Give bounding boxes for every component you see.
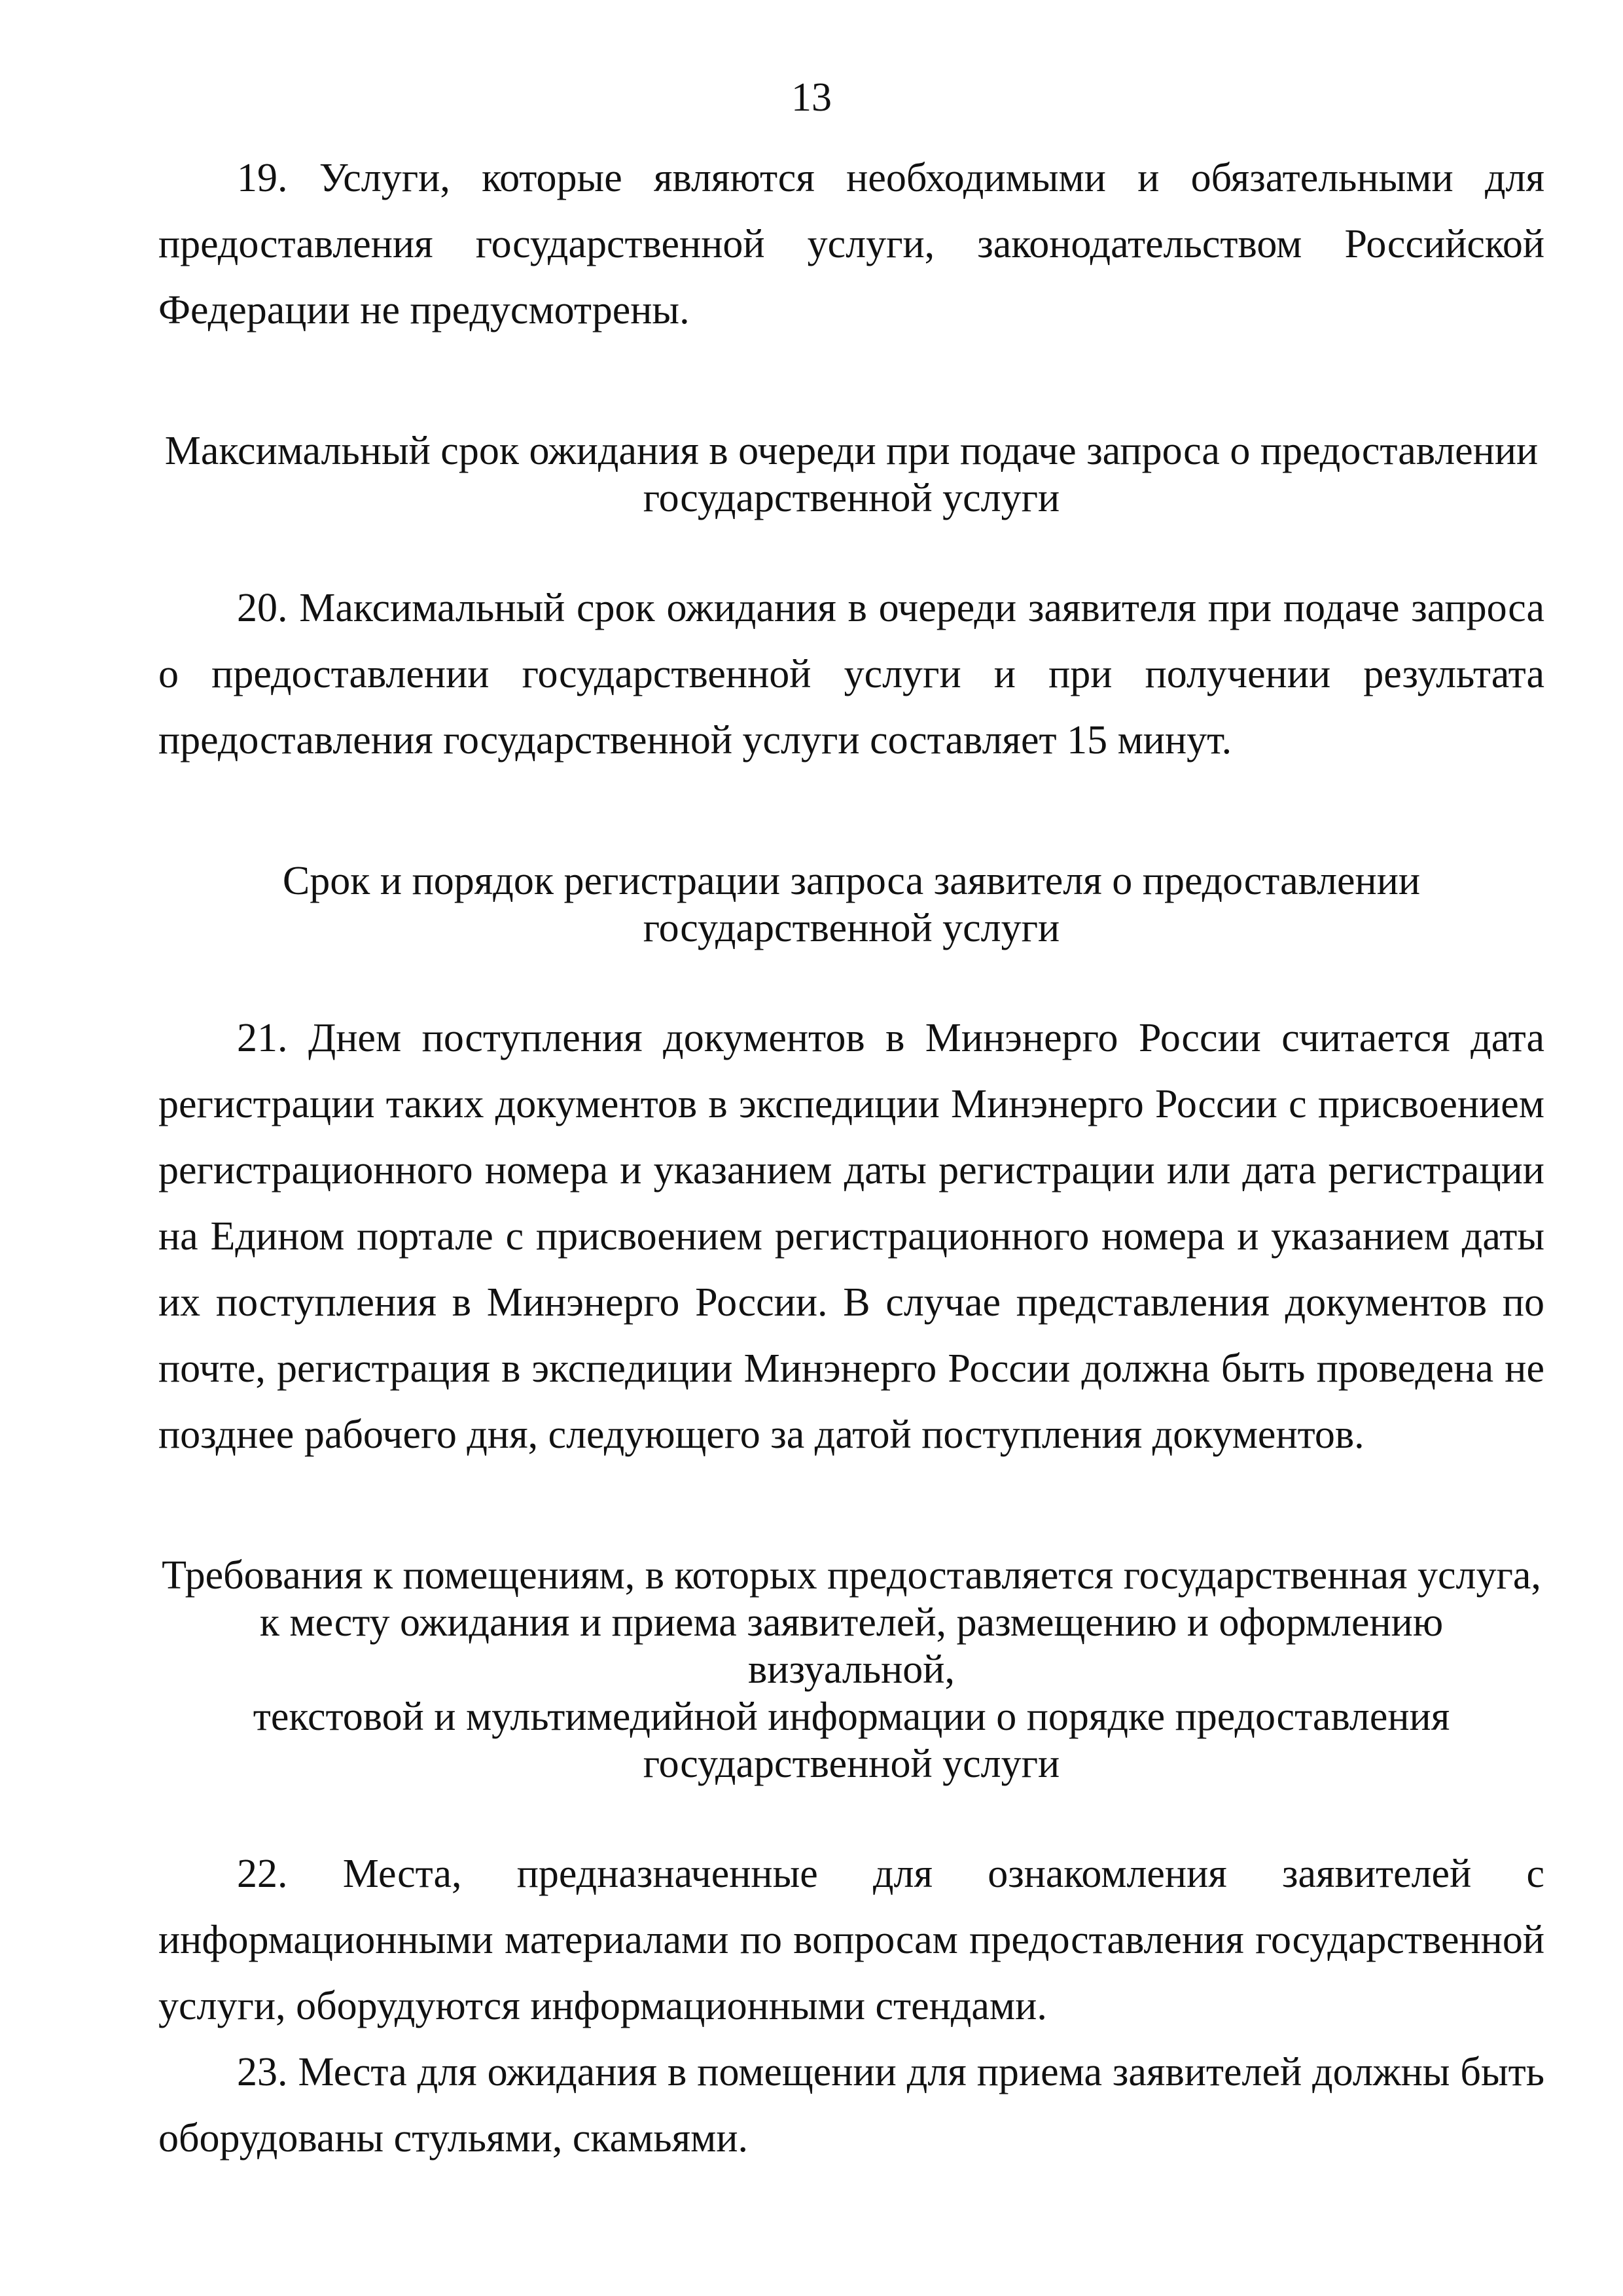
page-number: 13 (791, 75, 832, 120)
paragraph-21: 21. Днем поступления документов в Минэнерго России считается дата регистрации таких документов в экспедиции Минэнерго России с присвоением регистрационного номера и указанием даты регистрации или дата регистрации на Едином портале с присвоением регистрационного номера и указанием даты их поступления в Минэнерго России. В случае представления документов по почте, регистрация в экспедиции Минэнерго России должна быть проведена не позднее рабочего дня, следующего за датой поступления документов. (158, 1016, 1544, 1457)
paragraph-20: 20. Максимальный срок ожидания в очереди заявителя при подаче запроса о предоставлении государственной услуги и при получении результата предоставления государственной услуги составляет 15 минут. (158, 586, 1544, 762)
heading-line: текстовой и мультимедийной информации о порядке предоставления (253, 1695, 1450, 1739)
heading-line: государственной услуги (643, 1742, 1060, 1786)
heading-line: Срок и порядок регистрации запроса заявителя о предоставлении (282, 859, 1421, 903)
heading-line: к месту ожидания и приема заявителей, размещению и оформлению визуальной, (259, 1600, 1444, 1692)
heading-line: государственной услуги (643, 906, 1060, 950)
heading-line: государственной услуги (643, 476, 1060, 520)
section-heading-queue-wait (158, 427, 1544, 522)
paragraph-19: 19. Услуги, которые являются необходимыми и обязательными для предоставления государственной услуги, законодательством Российской Федерации не предусмотрены. (158, 156, 1544, 332)
heading-line: Требования к помещениям, в которых предоставляется государственная услуга, (162, 1553, 1541, 1598)
heading-line: Максимальный срок ожидания в очереди при подаче запроса о предоставлении (164, 429, 1539, 473)
section-heading-registration (158, 857, 1544, 952)
paragraph-22: 22. Места, предназначенные для ознакомления заявителей с информационными материалами по вопросам предоставления государственной услуги, оборудуются информационными стендами. (158, 1852, 1544, 2028)
document-body (158, 145, 1544, 2172)
paragraph-23: 23. Места для ожидания в помещении для приема заявителей должны быть оборудованы стульями, скамьями. (158, 2050, 1544, 2161)
section-heading-premises (158, 1552, 1544, 1787)
